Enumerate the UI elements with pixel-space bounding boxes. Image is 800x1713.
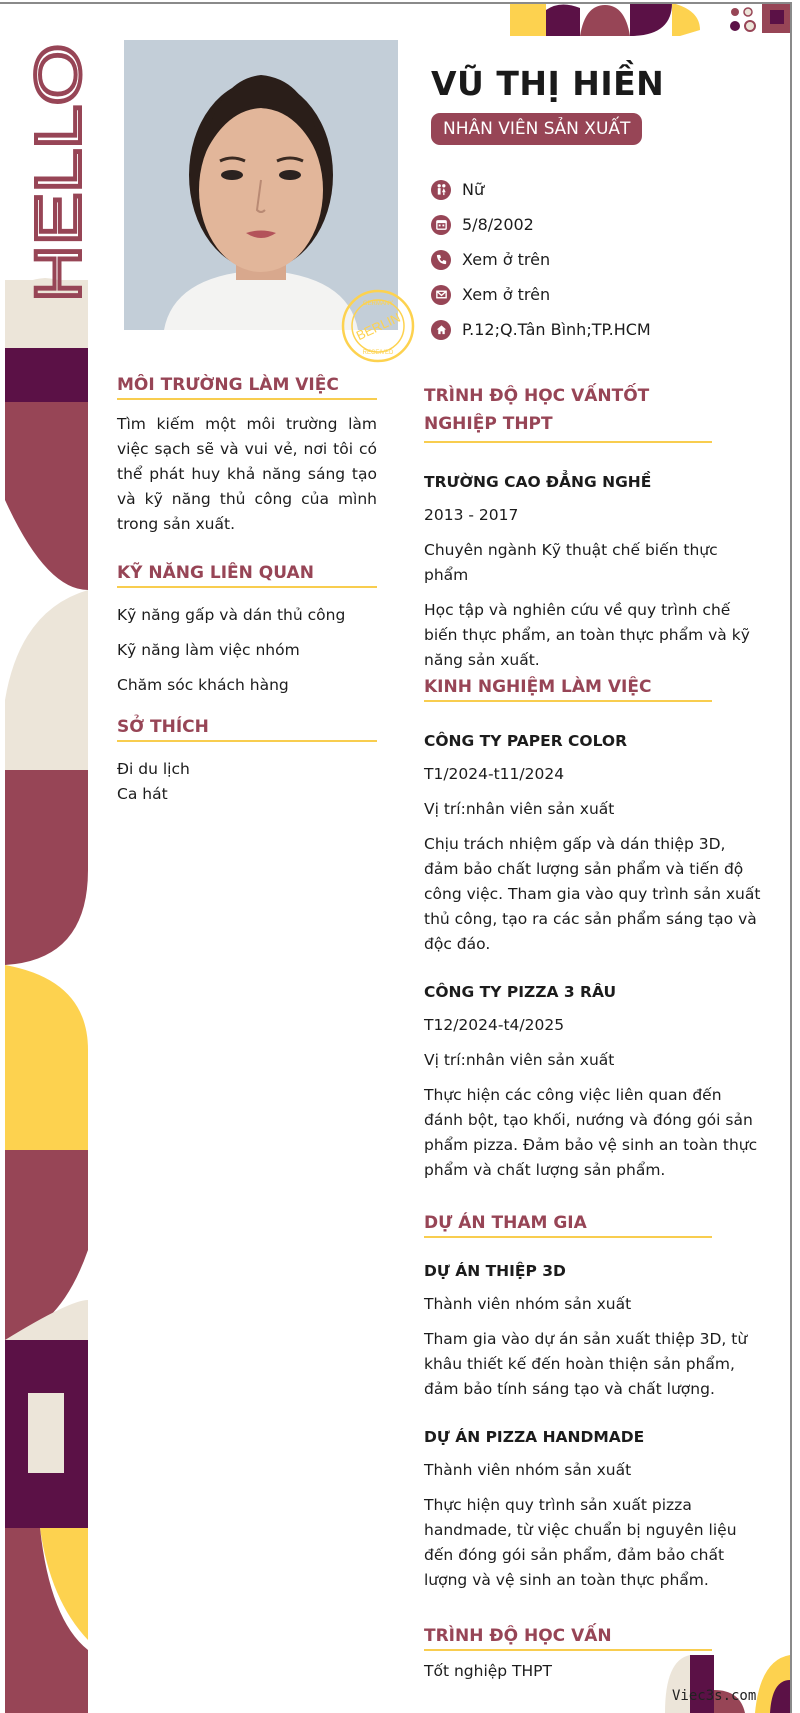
contact-birthday bbox=[431, 207, 651, 242]
svg-text:RECEIVED: RECEIVED bbox=[362, 350, 394, 356]
contact-gender bbox=[431, 172, 651, 207]
email-icon bbox=[431, 285, 451, 305]
job-period: T1/2024-t11/2024 bbox=[424, 765, 565, 783]
section-experience bbox=[424, 677, 764, 1183]
section-heading: TRÌNH ĐỘ HỌC VẤNTỐT NGHIỆP THPT bbox=[424, 382, 712, 443]
svg-text:GERMANY: GERMANY bbox=[362, 301, 394, 307]
contact-text: Nữ bbox=[462, 180, 485, 199]
skill-item: Kỹ năng làm việc nhóm bbox=[117, 641, 300, 659]
job-entry bbox=[424, 732, 764, 957]
svg-text:BERLIN: BERLIN bbox=[353, 309, 403, 344]
skill-item: Chăm sóc khách hàng bbox=[117, 676, 289, 694]
work-environment-text: Tìm kiếm một môi trường làm việc sạch sẽ và vui vẻ, nơi tôi có thể phát huy khả năng sáng tạo và kỹ năng thủ công của mình trong sản xuất. bbox=[117, 415, 377, 533]
section-heading: SỞ THÍCH bbox=[117, 717, 377, 742]
section-projects bbox=[424, 1213, 764, 1593]
contact-phone bbox=[431, 242, 651, 277]
project-role: Thành viên nhóm sản xuất bbox=[424, 1461, 632, 1479]
hello-title bbox=[22, 40, 94, 302]
job-role: Vị trí:nhân viên sản xuất bbox=[424, 1051, 615, 1069]
section-hobbies bbox=[117, 717, 377, 807]
home-icon bbox=[431, 320, 451, 340]
project-entry bbox=[424, 1262, 764, 1402]
hobby-item: Ca hát bbox=[117, 785, 168, 803]
section-heading: KINH NGHIỆM LÀM VIỆC bbox=[424, 677, 712, 702]
company-name: CÔNG TY PAPER COLOR bbox=[424, 732, 628, 750]
school-name: TRƯỜNG CAO ĐẲNG NGHỀ bbox=[424, 473, 652, 491]
section-heading: MÔI TRƯỜNG LÀM VIỆC bbox=[117, 375, 377, 400]
contact-text[interactable]: Xem ở trên bbox=[462, 250, 551, 269]
section-heading: KỸ NĂNG LIÊN QUAN bbox=[117, 563, 377, 588]
gender-icon bbox=[431, 180, 451, 200]
project-name: DỰ ÁN THIỆP 3D bbox=[424, 1262, 566, 1280]
education-major: Chuyên ngành Kỹ thuật chế biến thực phẩm bbox=[424, 541, 718, 584]
project-name: DỰ ÁN PIZZA HANDMADE bbox=[424, 1428, 645, 1446]
profile-photo bbox=[124, 40, 398, 330]
project-entry bbox=[424, 1428, 764, 1593]
contact-text: 5/8/2002 bbox=[462, 215, 534, 234]
job-description: Chịu trách nhiệm gấp và dán thiệp 3D, đảm bảo chất lượng sản phẩm và tiến độ công việc. Tham gia vào quy trình sản xuất thủ công, tạo ra các sản phẩm sáng tạo và độc đáo. bbox=[424, 835, 761, 953]
job-entry bbox=[424, 983, 764, 1183]
section-work-environment bbox=[117, 375, 377, 537]
section-heading: TRÌNH ĐỘ HỌC VẤN bbox=[424, 1626, 712, 1651]
skill-item: Kỹ năng gấp và dán thủ công bbox=[117, 606, 346, 624]
contact-address bbox=[431, 312, 651, 347]
job-title-badge: NHÂN VIÊN SẢN XUẤT bbox=[431, 113, 642, 145]
education-period: 2013 - 2017 bbox=[424, 506, 519, 524]
section-education bbox=[424, 382, 764, 673]
calendar-icon bbox=[431, 215, 451, 235]
company-name: CÔNG TY PIZZA 3 RÂU bbox=[424, 983, 617, 1001]
section-heading: DỰ ÁN THAM GIA bbox=[424, 1213, 712, 1238]
project-description: Thực hiện quy trình sản xuất pizza handmade, từ việc chuẩn bị nguyên liệu đến đóng gói sản phẩm, đảm bảo chất lượng và vệ sinh an toàn thực phẩm. bbox=[424, 1496, 737, 1589]
section-education-level bbox=[424, 1626, 764, 1684]
contact-list bbox=[431, 172, 651, 347]
contact-text: P.12;Q.Tân Bình;TP.HCM bbox=[462, 320, 651, 339]
hobby-item: Đi du lịch bbox=[117, 760, 190, 778]
portrait-illustration bbox=[124, 40, 398, 330]
project-role: Thành viên nhóm sản xuất bbox=[424, 1295, 632, 1313]
phone-icon bbox=[431, 250, 451, 270]
contact-text[interactable]: Xem ở trên bbox=[462, 285, 551, 304]
job-role: Vị trí:nhân viên sản xuất bbox=[424, 800, 615, 818]
job-period: T12/2024-t4/2025 bbox=[424, 1016, 565, 1034]
section-skills bbox=[117, 563, 377, 708]
berlin-stamp bbox=[340, 288, 416, 364]
watermark: Viec3s.com bbox=[672, 1688, 757, 1704]
project-description: Tham gia vào dự án sản xuất thiệp 3D, từ khâu thiết kế đến hoàn thiện sản phẩm, đảm bảo tính sáng tạo và chất lượng. bbox=[424, 1330, 748, 1398]
svg-text:HELLO: HELLO bbox=[22, 92, 94, 302]
job-description: Thực hiện các công việc liên quan đến đánh bột, tạo khối, nướng và đóng gói sản phẩm pizza. Đảm bảo vệ sinh an toàn thực phẩm và chất lượng sản phẩm. bbox=[424, 1086, 758, 1179]
candidate-name: VŨ THỊ HIỀN bbox=[431, 64, 665, 103]
contact-email bbox=[431, 277, 651, 312]
education-description: Học tập và nghiên cứu về quy trình chế biến thực phẩm, an toàn thực phẩm và kỹ năng sản xuất. bbox=[424, 601, 750, 669]
education-level-text: Tốt nghiệp THPT bbox=[424, 1662, 552, 1680]
